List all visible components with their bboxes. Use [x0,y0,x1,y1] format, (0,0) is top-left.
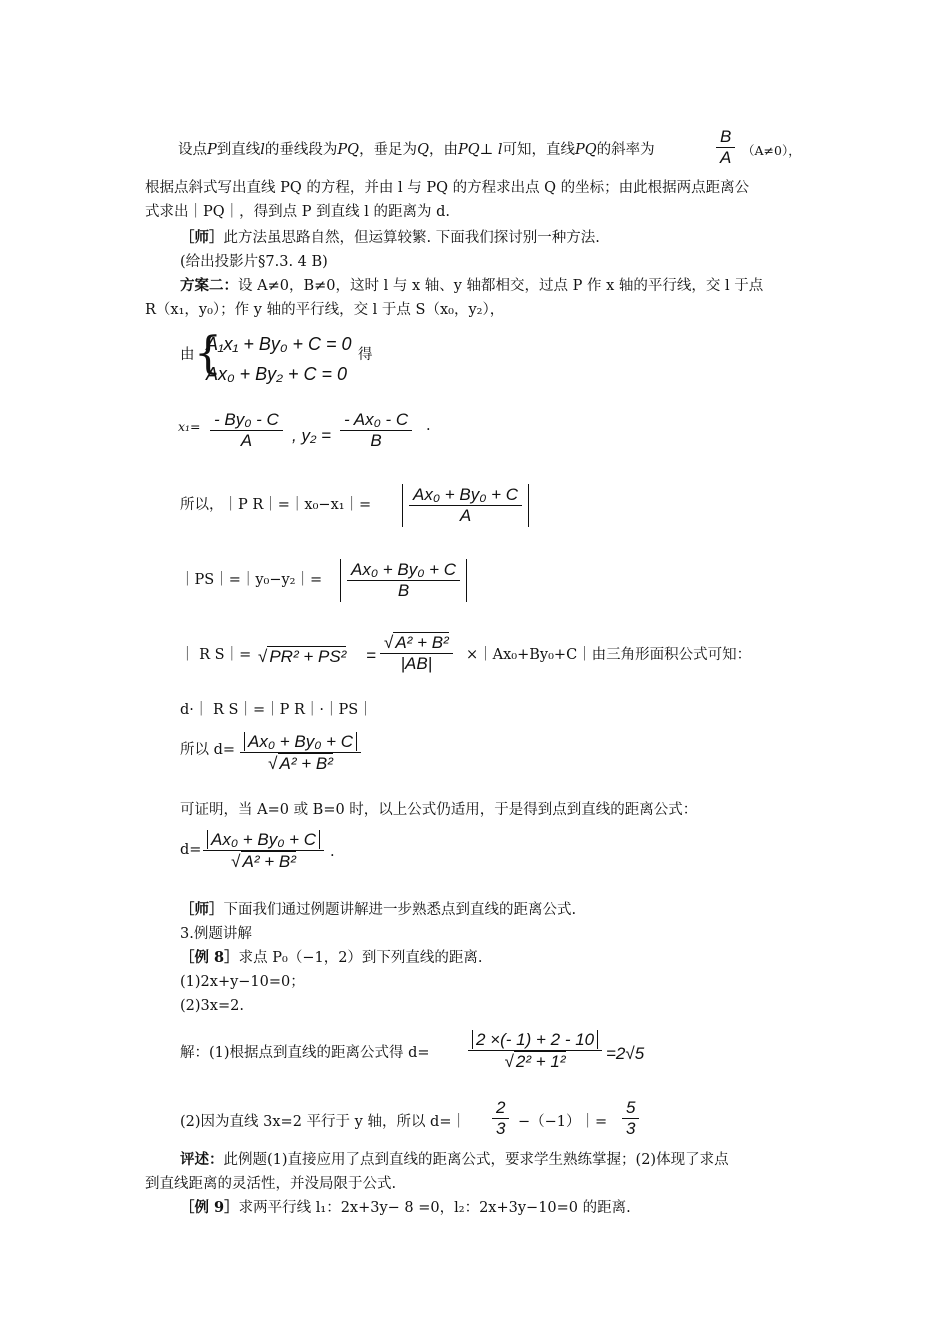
fraction-numerator: Ax₀ + By₀ + C [351,560,457,579]
text: PQ [337,142,360,158]
fraction-denominator: A [409,505,522,526]
text: PQ [574,142,597,158]
teacher-tag: ［师］ [180,229,224,246]
so-d-fraction [240,732,361,774]
teacher-note-1 [180,228,600,248]
text: 设点 [178,142,207,158]
text: l [260,142,265,158]
text: 此例题(1)直接应用了点到直线的距离公式，要求学生熟练掌握；(2)体现了求点 [223,1152,729,1168]
fraction-numerator: Ax₀ + By₀ + C [413,485,519,504]
text: 下面我们通过例题讲解进一步熟悉点到直线的距离公式. [223,902,577,918]
solution-2-result [622,1098,639,1139]
fraction-numerator: √ A² + B² [384,633,449,652]
text: 求两平行线 l₁：2x+3y− 8 =0，l₂：2x+3y−10=0 的距离. [238,1200,631,1216]
x1-label: x₁= [178,419,201,434]
system-equation-1: A₁x₁ + By₀ + C = 0 [206,334,352,354]
plan-line-2: R（x₁，y₀）；作 y 轴的平行线，交 l 于点 S（x₀，y₂）， [145,302,505,318]
comment-line-2: 到直线距离的灵活性，并没局限于公式. [145,1176,397,1192]
solution-1-prefix: 解：(1)根据点到直线的距离公式得 d= [180,1045,430,1061]
period: . [330,844,335,860]
example-tag: ［例 9］ [180,1199,239,1216]
abs-value: 2 ×(- 1) + 2 - 10 [472,1030,598,1049]
fraction-denominator: √ A² + B² [240,752,361,774]
rs-suffix: ×｜Ax₀+By₀+C｜由三角形面积公式可知： [466,647,752,663]
text: 到直线 [216,142,261,158]
text: ，垂足为 [359,142,418,158]
text: 求点 P₀（−1，2）到下列直线的距离. [238,950,483,966]
text: ，由 [428,142,458,158]
sqrt-body: A² + B² [242,852,296,871]
fraction-denominator: B [340,430,412,451]
y2-fraction [340,410,412,451]
teacher-note-2 [180,900,576,920]
period: . [426,418,431,434]
equals-sign: = [366,646,376,665]
rs-prefix: ｜ R S｜= [180,647,252,663]
sqrt-body: 2² + 1² [515,1052,566,1071]
solution-1-result: =2√5 [606,1044,645,1063]
abs-value: Ax₀ + By₀ + C [207,830,320,849]
fraction-numerator [468,1030,602,1050]
fraction-denominator: √ A² + B² [203,850,324,872]
fraction-denominator: |AB| [380,653,453,674]
system-prefix: 由 [180,347,195,363]
pr-abs-fraction [402,484,529,527]
fraction-numerator: - Ax₀ - C [344,410,409,429]
fraction-denominator: A [210,430,283,451]
system-suffix: 得 [358,347,373,363]
final-fraction [203,830,324,872]
fraction-numerator: 2 [496,1098,506,1117]
ps-prefix: ｜PS｜=｜y₀−y₂｜= [180,572,323,588]
example-tag: ［例 8］ [180,949,239,966]
y2-label: , y₂ = [292,426,332,445]
paragraph-line-2: 根据点斜式写出直线 PQ 的方程，并由 l 与 PQ 的方程求出点 Q 的坐标；由此根据两点距离公 [145,180,750,196]
brace-icon: { [194,328,222,379]
fraction-denominator: 3 [492,1118,509,1139]
solution-2-fraction [492,1098,509,1139]
rs-sqrt: √ PR² + PS² [258,647,347,666]
sqrt-body: A² + B² [279,754,333,773]
solution-2-middle: −（−1）｜= [518,1114,608,1130]
plan-tag: 方案二： [180,277,238,294]
system-equation-2: Ax₀ + By₂ + C = 0 [206,364,348,384]
example-8-item-2: (2)3x=2. [180,998,244,1014]
ps-abs-fraction [340,559,467,602]
text: 可知，直线 [502,142,575,158]
fraction-denominator: B [347,580,460,601]
fraction-numerator [240,732,361,752]
text: Q [417,142,429,158]
fraction-denominator: √ 2² + 1² [468,1050,602,1072]
example-8 [180,948,483,968]
teacher-tag: ［师］ [180,901,224,918]
comment-line-1 [180,1150,729,1170]
fraction-numerator [203,830,324,850]
fraction-numerator: B [720,127,732,146]
fraction-numerator: - By₀ - C [214,410,279,429]
paragraph-line-3: 式求出｜PQ｜，得到点 P 到直线 l 的距离为 d. [145,204,450,220]
fraction-denominator: A [716,147,735,168]
text: 此方法虽思路自然，但运算较繁. 下面我们探讨别一种方法. [223,230,600,246]
rs-fraction [380,632,453,674]
so-d-prefix: 所以 d= [180,742,236,758]
prove-line: 可证明，当 A=0 或 B=0 时，以上公式仍适用，于是得到点到直线的距离公式： [180,802,698,818]
d-relation: d·｜ R S｜=｜P R｜·｜PS｜ [180,702,373,718]
section-heading: 3.例题讲解 [180,926,252,942]
solution-1-fraction [468,1030,602,1072]
text: P [207,142,217,158]
x1-fraction [210,410,283,451]
comment-tag: 评述： [180,1151,224,1168]
sqrt-body: A² + B² [395,633,449,652]
example-8-item-1: (1)2x+y−10=0； [180,974,305,990]
example-9 [180,1198,631,1218]
slide-note: (给出投影片§7.3. 4 B) [180,254,328,270]
slope-fraction [716,127,735,168]
final-d-prefix: d= [180,842,202,858]
paragraph-line-1-end: （A≠0）， [742,143,801,158]
fraction-numerator: 5 [626,1098,636,1117]
text: 的垂线段为 [264,142,338,158]
fraction-denominator: 3 [622,1118,639,1139]
text: 设 A≠0，B≠0，这时 l 与 x 轴、y 轴都相交，过点 P 作 x 轴的平行线，交 l 于点 [238,278,764,294]
text: 的斜率为 [596,142,655,158]
sqrt-body: PR² + PS² [269,647,347,666]
pr-prefix: 所以，｜P R｜=｜x₀−x₁｜= [180,497,372,513]
plan-line-1 [180,276,763,296]
paragraph-line-1 [178,140,655,160]
abs-value: Ax₀ + By₀ + C [244,732,357,751]
solution-2-prefix: (2)因为直线 3x=2 平行于 y 轴，所以 d=｜ [180,1114,466,1130]
text: PQ⊥ l [457,142,503,158]
